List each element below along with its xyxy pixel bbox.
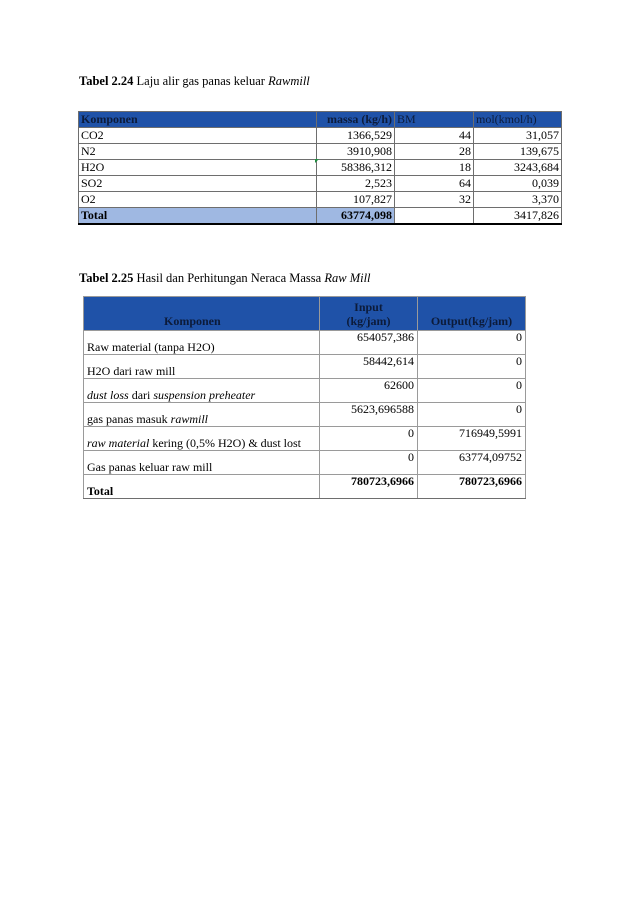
total-bm xyxy=(395,208,474,225)
table-2-24 xyxy=(78,111,562,225)
cell-komponen-text: gas panas masuk xyxy=(87,412,171,426)
cell-bm: 28 xyxy=(395,144,474,160)
cell-komponen xyxy=(84,427,320,451)
table-header-row xyxy=(79,112,562,128)
header-input-line1: Input xyxy=(354,300,383,314)
cell-komponen: O2 xyxy=(79,192,317,208)
header-mol: mol(kmol/h) xyxy=(474,112,562,128)
cell-massa: 3910,908 xyxy=(317,144,395,160)
cell-output: 63774,09752 xyxy=(418,451,526,475)
cell-komponen-text: kering (0,5% H2O) & dust lost xyxy=(149,436,301,450)
cell-komponen-italic: suspension preheater xyxy=(153,388,256,402)
cell-mol: 3,370 xyxy=(474,192,562,208)
header-output: Output(kg/jam) xyxy=(418,297,526,331)
cell-output: 0 xyxy=(418,403,526,427)
table-row xyxy=(79,128,562,144)
header-input xyxy=(320,297,418,331)
caption-italic: Raw Mill xyxy=(324,271,371,285)
table-row xyxy=(84,427,526,451)
cell-input: 62600 xyxy=(320,379,418,403)
caption-text: Hasil dan Perhitungan Neraca Massa xyxy=(133,271,325,285)
cell-bm: 32 xyxy=(395,192,474,208)
total-label: Total xyxy=(84,475,320,499)
table-row xyxy=(79,192,562,208)
cell-input: 654057,386 xyxy=(320,331,418,355)
total-label: Total xyxy=(79,208,317,225)
cell-output: 716949,5991 xyxy=(418,427,526,451)
cell-mol: 139,675 xyxy=(474,144,562,160)
header-komponen: Komponen xyxy=(79,112,317,128)
cell-output: 0 xyxy=(418,355,526,379)
header-komponen: Komponen xyxy=(84,297,320,331)
table-total-row xyxy=(84,475,526,499)
table-row xyxy=(84,403,526,427)
cell-komponen: N2 xyxy=(79,144,317,160)
cell-bm: 44 xyxy=(395,128,474,144)
table-row xyxy=(79,144,562,160)
cell-mol: 3243,684 xyxy=(474,160,562,176)
table-row xyxy=(79,176,562,192)
cell-komponen xyxy=(84,379,320,403)
cell-mol: 31,057 xyxy=(474,128,562,144)
cell-komponen: H2O xyxy=(79,160,317,176)
cell-output: 0 xyxy=(418,331,526,355)
table-2-25-caption xyxy=(79,271,371,286)
table-total-row xyxy=(79,208,562,225)
cell-bm: 18 xyxy=(395,160,474,176)
cell-massa: 107,827 xyxy=(317,192,395,208)
table-row xyxy=(84,379,526,403)
header-bm: BM xyxy=(395,112,474,128)
cell-input: 5623,696588 xyxy=(320,403,418,427)
cell-komponen-text: dari xyxy=(128,388,154,402)
table-row xyxy=(84,355,526,379)
total-mol: 3417,826 xyxy=(474,208,562,225)
caption-text: Laju alir gas panas keluar xyxy=(133,74,269,88)
header-massa: massa (kg/h) xyxy=(317,112,395,128)
table-row xyxy=(84,331,526,355)
cell-komponen: Raw material (tanpa H2O) xyxy=(84,331,320,355)
table-row xyxy=(84,451,526,475)
cell-komponen-italic: dust loss xyxy=(87,388,129,402)
cell-komponen: CO2 xyxy=(79,128,317,144)
cell-mol: 0,039 xyxy=(474,176,562,192)
total-massa: 63774,098 xyxy=(317,208,395,225)
cell-komponen: SO2 xyxy=(79,176,317,192)
cell-comment-marker xyxy=(315,159,319,163)
total-output: 780723,6966 xyxy=(418,475,526,499)
cell-komponen: Gas panas keluar raw mill xyxy=(84,451,320,475)
cell-massa: 2,523 xyxy=(317,176,395,192)
total-input: 780723,6966 xyxy=(320,475,418,499)
table-row xyxy=(79,160,562,176)
cell-massa: 1366,529 xyxy=(317,128,395,144)
cell-bm: 64 xyxy=(395,176,474,192)
cell-input: 0 xyxy=(320,451,418,475)
cell-komponen: H2O dari raw mill xyxy=(84,355,320,379)
cell-output: 0 xyxy=(418,379,526,403)
cell-input: 58442,614 xyxy=(320,355,418,379)
caption-label: Tabel 2.25 xyxy=(79,271,134,285)
table-header-row xyxy=(84,297,526,331)
header-input-line2: (kg/jam) xyxy=(346,314,391,328)
cell-komponen-italic: rawmill xyxy=(170,412,208,426)
caption-italic: Rawmill xyxy=(268,74,310,88)
table-2-25 xyxy=(83,296,526,499)
caption-label: Tabel 2.24 xyxy=(79,74,134,88)
cell-input: 0 xyxy=(320,427,418,451)
cell-komponen xyxy=(84,403,320,427)
cell-komponen-italic: raw material xyxy=(87,436,150,450)
table-2-24-caption xyxy=(79,74,310,89)
cell-massa: 58386,312 xyxy=(317,160,395,176)
